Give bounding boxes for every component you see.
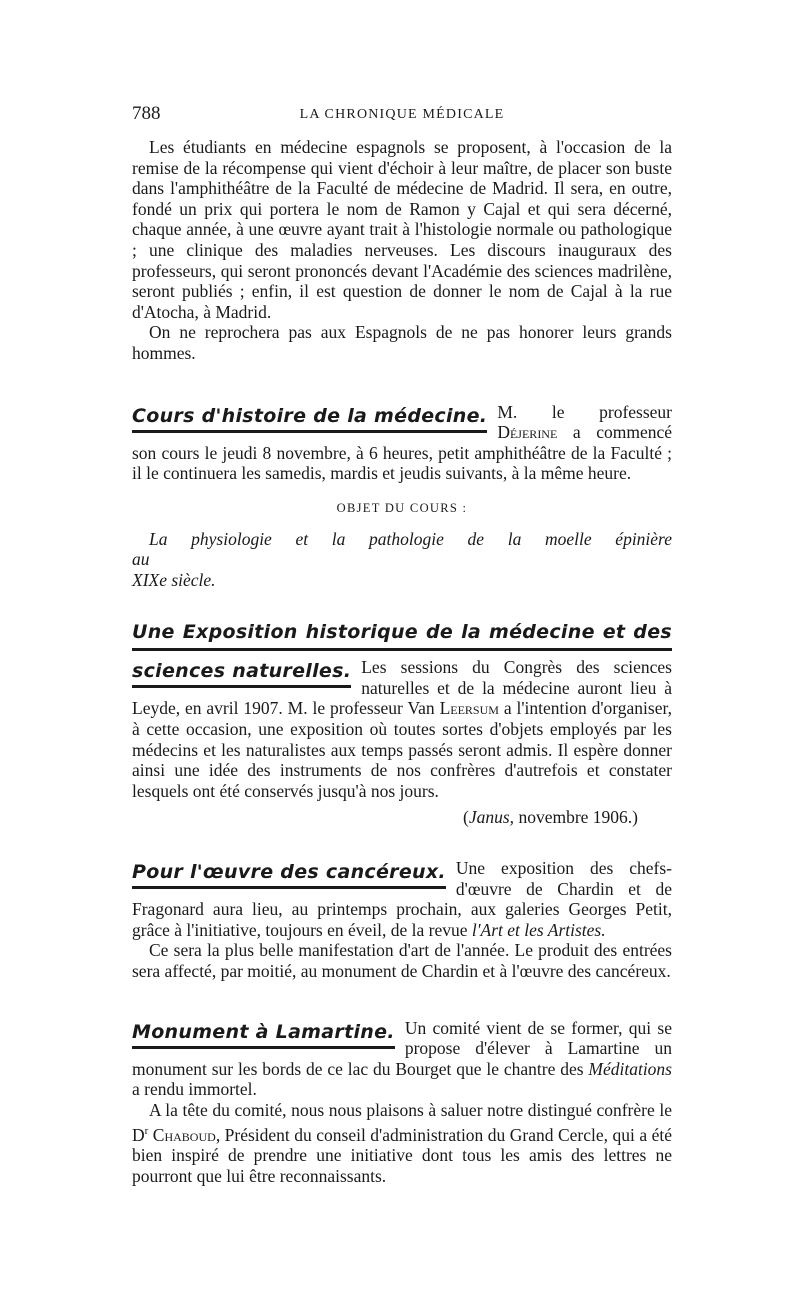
lamartine-paragraph-2 [132,1100,672,1186]
cours-text-end: a commencé son cours le jeudi 8 novembre, à 6 heures, petit amphithéâtre de la Faculté ; il le continuera les samedis, mardis et jeudis suivants, à la même heure. [132,422,672,484]
doctor-abbreviation: r [144,1124,149,1137]
article-body [132,137,672,1186]
lamartine-p2-end: , Président du conseil d'administration du Grand Cercle, qui a été bien inspiré de prendre une initiative dont tous les amis des lettres ne pourront que lui être reconnaissants. [132,1124,672,1186]
lamartine-text-end: a rendu immortel. [132,1079,257,1100]
exposition-text-end: a l'intention d'organiser, à cette occasion, une exposition où toutes sortes d'objets employés par les médecins et les naturalistes aux temps passés seront admis. Il espère donner ainsi une idée des instruments de nos confrères d'autrefois et constater lesquels ont été conservés jusqu'à nos jours. [132,698,672,801]
page-header [132,103,672,129]
section-cancereux [132,858,672,982]
section-exposition [132,620,672,828]
doctor-name: Chaboud [152,1124,216,1145]
citation-date: novembre 1906. [518,807,633,828]
cours-object-line-2: XIXe siècle. [132,569,216,590]
cours-heading: Cours d'histoire de la médecine. [132,405,487,433]
lamartine-work-title: Méditations [588,1058,672,1079]
cours-paragraph [132,402,672,484]
exposition-heading-line-2: sciences naturelles. [132,660,351,688]
cours-object-label: OBJET DU COURS : [336,500,468,515]
section-cours [132,402,672,591]
intro-section [132,137,672,364]
cancereux-paragraph-2: Ce sera la plus belle manifestation d'art de l'année. Le produit des entrées sera affecté, par moitié, au monument de Chardin et à l'œuvre des cancéreux. [132,940,672,981]
running-title: LA CHRONIQUE MÉDICALE [299,107,505,122]
lamartine-p2-start: A la tête du comité, nous nous plaisons à saluer notre distingué confrère le D [132,1099,672,1145]
intro-paragraph-1: Les étudiants en médecine espagnols se proposent, à l'occasion de la remise de la récompense qui vient d'échoir à leur maître, de placer son buste dans l'amphithéâtre de la Faculté de médecine de Madrid. Il sera, en outre, fondé un prix qui portera le nom de Ramon y Cajal et qui sera décerné, chaque année, à une œuvre ayant trait à l'histologie normale ou pathologique ; une clinique des maladies nerveuses. Les discours inauguraux des professeurs, qui seront prononcés devant l'Académie des sciences madrilène, seront publiés ; enfin, il est question de donner le nom de Cajal à la rue d'Atocha, à Madrid. [132,137,672,322]
cancereux-paragraph-1 [132,858,672,940]
cours-object-line-1: La physiologie et la pathologie de la moelle épinière au [132,528,672,570]
page-number: 788 [132,103,161,124]
lamartine-text-start: Un comité vient de se former, qui se propose d'élever à Lamartine un monument sur les bords de ce lac du Bourget que le chantre des [132,1017,672,1079]
exposition-paragraph [132,657,672,801]
exposition-professor-name: Leersum [439,698,499,719]
section-lamartine [132,1018,672,1187]
exposition-text-start: Les sessions du Congrès des sciences naturelles et de la médecine auront lieu à Leyde, en avril 1907. M. le professeur Van [132,657,672,719]
cancereux-revue-title: l'Art et les Artistes. [471,919,606,940]
cancereux-text: Une exposition des chefs-d'œuvre de Chardin et de Fragonard aura lieu, au printemps prochain, aux galeries Georges Petit, grâce à l'initiative, toujours en éveil, de la revue [132,858,672,940]
lamartine-paragraph-1 [132,1018,672,1100]
cours-text-start: M. le professeur [497,401,672,422]
lamartine-heading: Monument à Lamartine. [132,1021,395,1049]
cancereux-heading: Pour l'œuvre des cancéreux. [132,861,446,889]
citation-source: Janus, [468,807,515,828]
exposition-citation: (Janus, novembre 1906.) [463,807,638,828]
cours-professor-name: Déjerine [497,422,558,443]
intro-paragraph-2: On ne reprochera pas aux Espagnols de ne pas honorer leurs grands hommes. [132,322,672,363]
exposition-heading-line-1: Une Exposition historique de la médecine et des [132,620,672,651]
